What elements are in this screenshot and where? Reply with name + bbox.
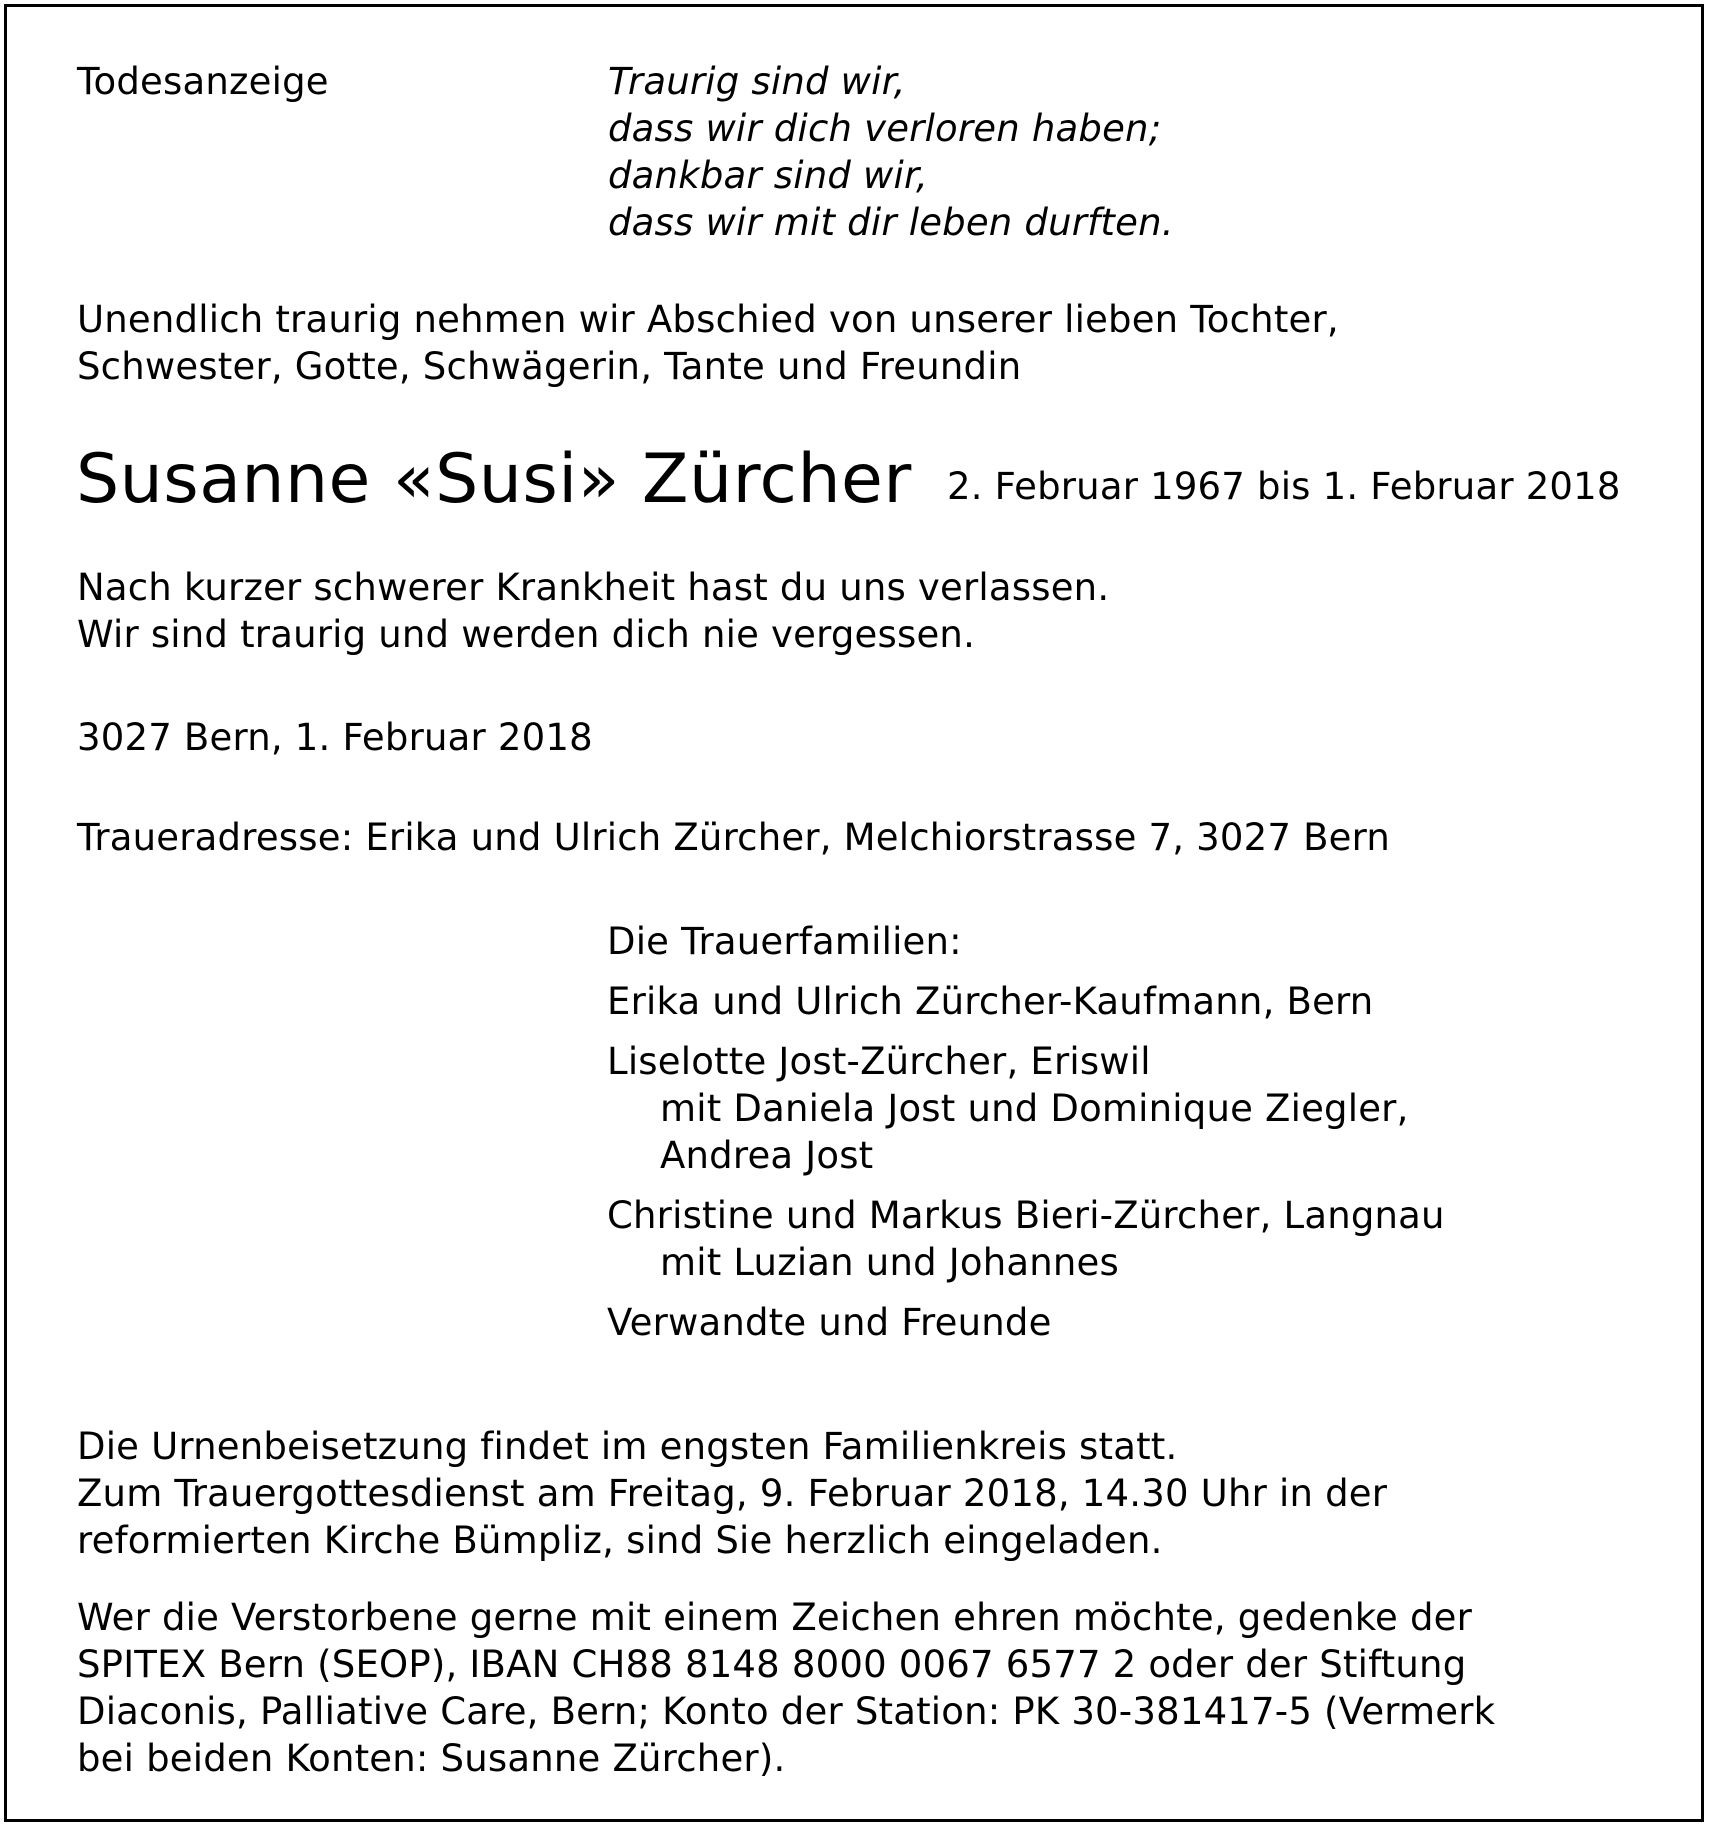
service-info [77,1423,1387,1564]
intro-text [77,296,1339,390]
message-line: Nach kurzer schwerer Krankheit hast du uns verlassen. [77,566,1110,609]
donation-line: bei beiden Konten: Susanne Zürcher). [77,1737,786,1780]
mourning-families [607,918,1445,1346]
poem-line: dass wir dich verloren haben; [608,107,1162,150]
family-entry-sub: mit Luzian und Johannes [660,1241,1119,1284]
place-date: 3027 Bern, 1. Februar 2018 [77,716,593,759]
donation-line: Diaconis, Palliative Care, Bern; Konto der Station: PK 30-381417-5 (Vermerk [77,1690,1496,1733]
deceased-name: Susanne «Susi» Zürcher [76,440,912,519]
donation-info [77,1594,1495,1782]
notice-label: Todesanzeige [77,60,329,103]
family-entry-sub: mit Daniela Jost und Dominique Ziegler, [660,1087,1409,1130]
life-dates: 2. Februar 1967 bis 1. Februar 2018 [947,465,1621,508]
message-line: Wir sind traurig und werden dich nie vergessen. [77,613,976,656]
poem-line: dass wir mit dir leben durften. [608,201,1174,244]
donation-line: SPITEX Bern (SEOP), IBAN CH88 8148 8000 0067 6577 2 oder der Stiftung [77,1643,1467,1686]
family-entry: Erika und Ulrich Zürcher-Kaufmann, Bern [607,980,1374,1023]
poem-line: dankbar sind wir, [608,154,928,197]
family-entry: Liselotte Jost-Zürcher, Eriswil [607,1040,1151,1083]
mourning-address: Traueradresse: Erika und Ulrich Zürcher, Melchiorstrasse 7, 3027 Bern [77,816,1391,859]
service-line: Die Urnenbeisetzung findet im engsten Familienkreis statt. [77,1425,1178,1468]
families-heading: Die Trauerfamilien: [607,920,962,963]
poem-line: Traurig sind wir, [608,60,906,103]
service-line: reformierten Kirche Bümpliz, sind Sie herzlich eingeladen. [77,1519,1163,1562]
family-entry-sub: Andrea Jost [660,1134,874,1177]
intro-line: Unendlich traurig nehmen wir Abschied von unserer lieben Tochter, [77,298,1339,341]
donation-line: Wer die Verstorbene gerne mit einem Zeichen ehren möchte, gedenke der [77,1596,1473,1639]
family-entry: Christine und Markus Bieri-Zürcher, Langnau [607,1194,1445,1237]
intro-line: Schwester, Gotte, Schwägerin, Tante und Freundin [77,345,1022,388]
service-line: Zum Trauergottesdienst am Freitag, 9. Februar 2018, 14.30 Uhr in der [77,1472,1388,1515]
poem [608,58,1174,246]
family-entry: Verwandte und Freunde [607,1301,1052,1344]
farewell-message [77,564,1109,658]
